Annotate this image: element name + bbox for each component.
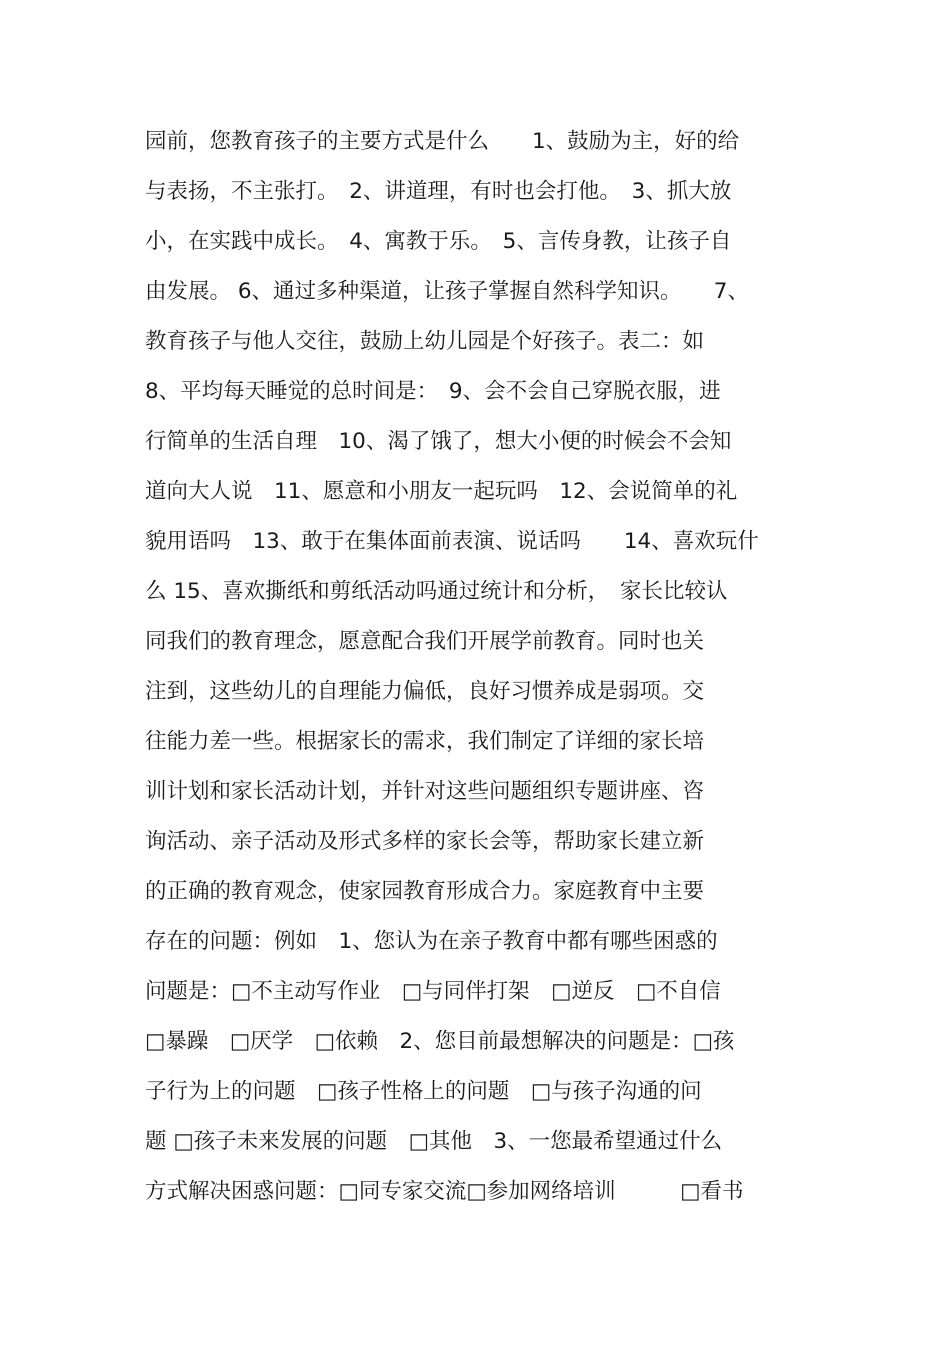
text-line: 注到，这些幼儿的自理能力偏低，良好习惯养成是弱项。交: [145, 679, 705, 704]
text-line: 行简单的生活自理 10、渴了饿了，想大小便的时候会不会知: [145, 429, 732, 454]
text-line: 问题是：□不主动写作业 □与同伴打架 □逆反 □不自信: [145, 979, 721, 1004]
text-line: 方式解决困惑问题：□同专家交流□参加网络培训 □看书: [145, 1179, 744, 1204]
text-line: 貌用语吗 13、敢于在集体面前表演、说话吗 14、喜欢玩什: [145, 529, 759, 554]
text-line: 往能力差一些。根据家长的需求，我们制定了详细的家长培: [145, 729, 705, 754]
text-line: 园前，您教育孩子的主要方式是什么 1、鼓励为主，好的给: [145, 129, 740, 154]
text-line: 询活动、亲子活动及形式多样的家长会等，帮助家长建立新: [145, 829, 705, 854]
text-line: 的正确的教育观念，使家园教育形成合力。家庭教育中主要: [145, 879, 705, 904]
body-text: [145, 117, 815, 1217]
text-line: □暴躁 □厌学 □依赖 2、您目前最想解决的问题是：□孩: [145, 1029, 735, 1054]
text-line: 与表扬，不主张打。 2、讲道理，有时也会打他。 3、抓大放: [145, 179, 732, 204]
text-line: 小，在实践中成长。 4、寓教于乐。 5、言传身教，让孩子自: [145, 229, 732, 254]
text-line: 存在的问题：例如 1、您认为在亲子教育中都有哪些困惑的: [145, 929, 718, 954]
text-line: 么 15、喜欢撕纸和剪纸活动吗通过统计和分析， 家长比较认: [145, 579, 728, 604]
text-line: 8、平均每天睡觉的总时间是： 9、会不会自己穿脱衣服，进: [145, 379, 721, 404]
text-line: 子行为上的问题 □孩子性格上的问题 □与孩子沟通的问: [145, 1079, 702, 1104]
text-line: 同我们的教育理念，愿意配合我们开展学前教育。同时也关: [145, 629, 705, 654]
text-line: 教育孩子与他人交往，鼓励上幼儿园是个好孩子。表二：如: [145, 329, 705, 354]
text-line: 题 □孩子未来发展的问题 □其他 3、一您最希望通过什么: [145, 1129, 723, 1154]
text-line: 由发展。 6、通过多种渠道，让孩子掌握自然科学知识。 7、: [145, 279, 749, 304]
text-line: 道向大人说 11、愿意和小朋友一起玩吗 12、会说简单的礼: [145, 479, 738, 504]
text-line: 训计划和家长活动计划，并针对这些问题组织专题讲座、咨: [145, 779, 705, 804]
